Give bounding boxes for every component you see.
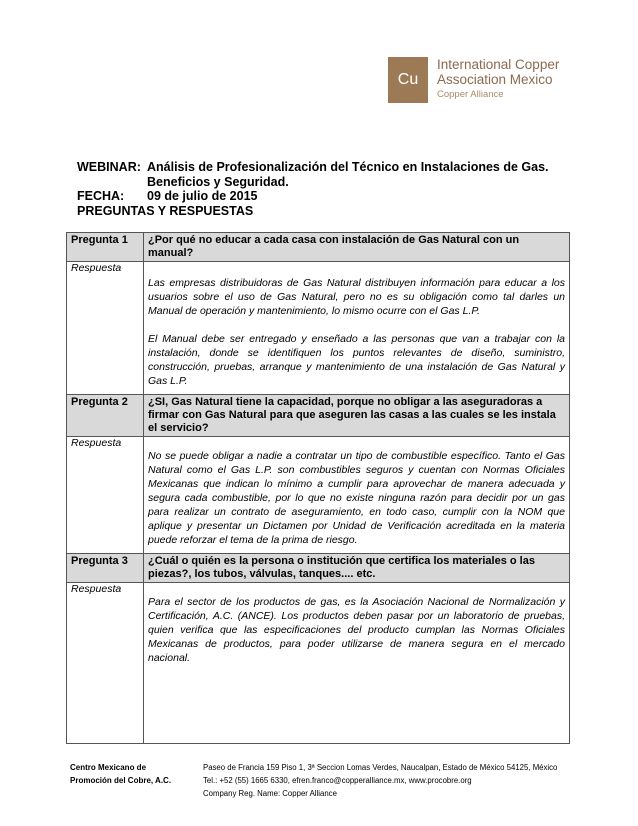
question-text: ¿SI, Gas Natural tiene la capacidad, porque no obligar a las aseguradoras a firmar con Gas Natural para que aseguren las casas a las cuales se les instala el servicio? [144, 395, 570, 437]
ica-logo [388, 57, 588, 105]
answer-text [144, 437, 570, 554]
section-title: PREGUNTAS Y RESPUESTAS [77, 203, 254, 218]
footer-company: Company Reg. Name: Copper Alliance [203, 789, 337, 798]
answer-paragraph: No se puede obligar a nadie a contratar un tipo de combustible específico. Tanto el Gas Natural como el Gas L.P. son combustibles seguros y cuentan con Normas Oficiales Mexicanas que indican lo mínimo a cumplir para aprovechar de manera adecuada y segura cada combustible, por lo que no existe ninguna razón para decidir por un gas para realizar un contrato de aseguramiento, en todo caso, cumplir con la NOM que aplique y presentar un Dictamen por Unidad de Verificación acreditada en la materia puede reforzar el tema de la prima de riesgo. [148, 450, 565, 546]
question-label: Pregunta 2 [67, 395, 144, 437]
answer-label: Respuesta [67, 262, 144, 395]
answer-text [144, 583, 570, 744]
footer-contact [203, 761, 557, 800]
footer-address: Paseo de Francia 159 Piso 1, 3ª Seccion Lomas Verdes, Naucalpan, Estado de México 54125, México [203, 763, 558, 772]
logo-line-3: Copper Alliance [437, 89, 504, 100]
answer-paragraph: El Manual debe ser entregado y enseñado a las personas que van a trabajar con la instalación, donde se identifiquen los puntos relevantes de diseño, suministro, construcción, pruebas, arranque y mantenimiento de una instalación de Gas Natural y Gas L.P. [148, 333, 565, 387]
fecha-label: FECHA: [77, 189, 125, 203]
question-text: ¿Cuál o quién es la persona o institución que certifica los materiales o las piezas?, los tubos, válvulas, tanques.... etc. [144, 554, 570, 583]
answer-row [67, 437, 570, 554]
answer-label: Respuesta [67, 437, 144, 554]
logo-line-2: Association Mexico [437, 72, 553, 87]
footer-org-line-2: Promoción del Cobre, A.C. [70, 776, 172, 785]
answer-paragraph: Para el sector de los productos de gas, es la Asociación Nacional de Normalización y Certificación, A.C. (ANCE). Los productos deben pasar por un laboratorio de pruebas, quien verifica que las especificaciones del producto cumplan las Normas Oficiales Mexicanas de productos, para poder utilizarse de manera segura en el mercado nacional. [148, 596, 565, 664]
footer-contact-line: Tel.: +52 (55) 1665 6330, efren.franco@copperalliance.mx, www.procobre.org [203, 776, 472, 785]
question-row [67, 554, 570, 583]
answer-paragraph: Las empresas distribuidoras de Gas Natural distribuyen información para educar a los usuarios sobre el uso de Gas Natural, pero no es su obligación como tal darles un Manual de operación y mantenimiento, lo mismo ocurre con el Gas L.P. [148, 277, 565, 317]
fecha-value: 09 de julio de 2015 [147, 189, 258, 203]
question-row [67, 233, 570, 262]
question-text: ¿Por qué no educar a cada casa con instalación de Gas Natural con un manual? [144, 233, 570, 262]
document-header [77, 160, 577, 218]
logo-mark: Cu [388, 57, 428, 103]
logo-wordmark [437, 57, 559, 101]
answer-label: Respuesta [67, 583, 144, 744]
footer-organization [70, 761, 171, 787]
answer-row [67, 583, 570, 744]
webinar-title-line-1: Análisis de Profesionalización del Técnico en Instalaciones de Gas. [147, 160, 549, 174]
question-label: Pregunta 3 [67, 554, 144, 583]
question-row [67, 395, 570, 437]
question-label: Pregunta 1 [67, 233, 144, 262]
answer-text [144, 262, 570, 395]
logo-line-1: International Copper [437, 57, 560, 72]
answer-row [67, 262, 570, 395]
webinar-title-line-2: Beneficios y Seguridad. [147, 174, 289, 189]
qa-table [66, 232, 570, 744]
footer-org-line-1: Centro Mexicano de [70, 763, 147, 772]
webinar-label: WEBINAR: [77, 160, 141, 174]
webinar-title [147, 160, 577, 189]
